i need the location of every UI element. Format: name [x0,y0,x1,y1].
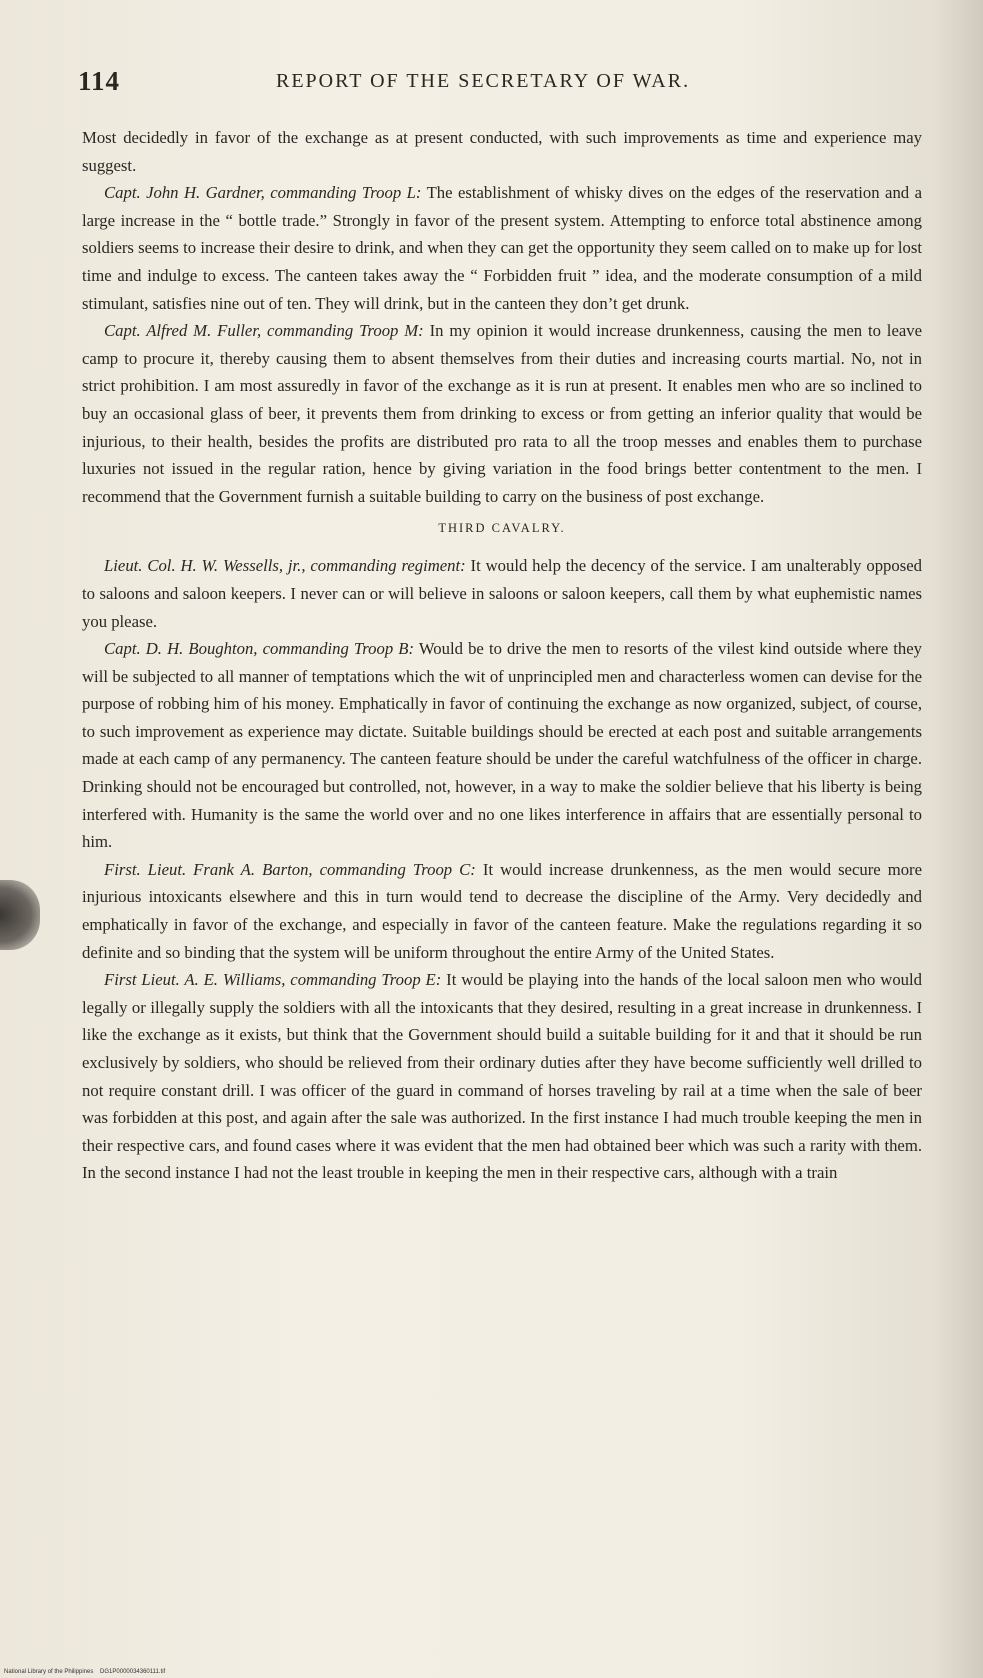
intro-paragraph: Most decidedly in favor of the exchange as at present conducted, with such improvements as time and experience may suggest. [82,128,922,175]
scan-footer-note: National Library of the Philippines DG1P0000034360111.tif [4,1669,166,1675]
entry-text: The establishment of whisky dives on the edges of the reservation and a large increase in the “ bottle trade.” Strongly in favor of the present system. Attempting to enforce total abstinence among soldiers seems to increase their desire to drink, and when they can get the opportunity they seem called on to make up for lost time and indulge to excess. The canteen takes away the “ Forbidden fruit ” idea, and the moderate consumption of a mild stimulant, satisfies nine out of ten. They will drink, but in the canteen they don’t get drunk. [82,183,922,313]
entry-paragraph [82,317,922,510]
entry-speaker: Capt. John H. Gardner, commanding Troop L: [104,183,422,203]
entry-text: Would be to drive the men to resorts of the vilest kind outside where they will be subjected to all manner of temptations which the wit of unprincipled men and characterless women can devise for the purpose of robbing him of his money. Emphatically in favor of continuing the exchange as now organized, subject, of course, to such improvement as experience may dictate. Suitable buildings should be erected at each post and suitable arrangements made at each camp of any permanency. The canteen feature should be under the careful watchfulness of the officer in charge. Drinking should not be encouraged but controlled, not, however, in a way to make the soldier believe that his liberty is being interfered with. Humanity is the same the world over and no one likes interference in affairs that are essentially personal to him. [82,639,922,852]
entry-paragraph [82,552,922,635]
entry-paragraph [82,966,922,1187]
entry-text: In my opinion it would increase drunkenness, causing the men to leave camp to procure it, thereby causing them to absent themselves from their duties and increasing courts martial. No, not in strict prohibition. I am most assuredly in favor of the exchange as it is run at present. It enables men who are so inclined to buy an occasional glass of beer, it prevents them from drinking to excess or from getting an inferior quality that would be injurious, to their health, besides the profits are distributed pro rata to all the troop messes and enables them to purchase luxuries not issued in the regular ration, hence by giving variation in the food brings better contentment to the men. I recommend that the Government furnish a suitable building to carry on the business of post exchange. [82,321,923,506]
entry-speaker: First. Lieut. Frank A. Barton, commanding Troop C: [104,859,476,879]
entry-speaker: Lieut. Col. H. W. Wessells, jr., commanding regiment: [104,556,466,576]
scan-thumb-shadow [0,880,40,950]
entry-text: It would increase drunkenness, as the men would secure more injurious intoxicants elsewhere and this in turn would tend to decrease the discipline of the Army. Very decidedly and emphatically in favor of the exchange, and especially in favor of the canteen feature. Make the regulations regarding it so definite and so binding that the system will be uniform throughout the entire Army of the United States. [82,859,922,962]
body-text [82,124,922,1187]
entry-speaker: First Lieut. A. E. Williams, commanding Troop E: [104,970,442,990]
running-head: REPORT OF THE SECRETARY OF WAR. [276,70,691,92]
page-header [78,66,938,106]
page-number: 114 [78,66,121,96]
entry-paragraph [82,856,922,966]
entry-text: It would help the decency of the service. I am unalterably opposed to saloons and saloon keepers. I never can or will believe in saloons or saloon keepers, call them by what euphemistic names you please. [82,556,922,631]
entry-speaker: Capt. Alfred M. Fuller, commanding Troop M: [104,321,424,341]
section-heading: THIRD CAVALRY. [438,521,566,536]
entry-paragraph [82,635,922,856]
entry-speaker: Capt. D. H. Boughton, commanding Troop B: [104,639,415,659]
entry-text: It would be playing into the hands of the local saloon men who would legally or illegally supply the soldiers with all the intoxicants that they desired, resulting in a great increase in drunkenness. I like the exchange as it exists, but think that the Government should build a suitable building for it and that it should be run exclusively by soldiers, who should be relieved from their ordinary duties after they have become sufficiently well drilled to not require constant drill. I was officer of the guard in command of horses traveling by rail at a time when the sale of beer was forbidden at this post, and again after the sale was authorized. In the first instance I had much trouble keeping the men in their respective cars, and found cases where it was evident that the men had obtained beer which was such a rarity with them. In the second instance I had not the least trouble in keeping the men in their respective cars, although with a train [82,970,922,1183]
entry-paragraph [82,179,922,317]
